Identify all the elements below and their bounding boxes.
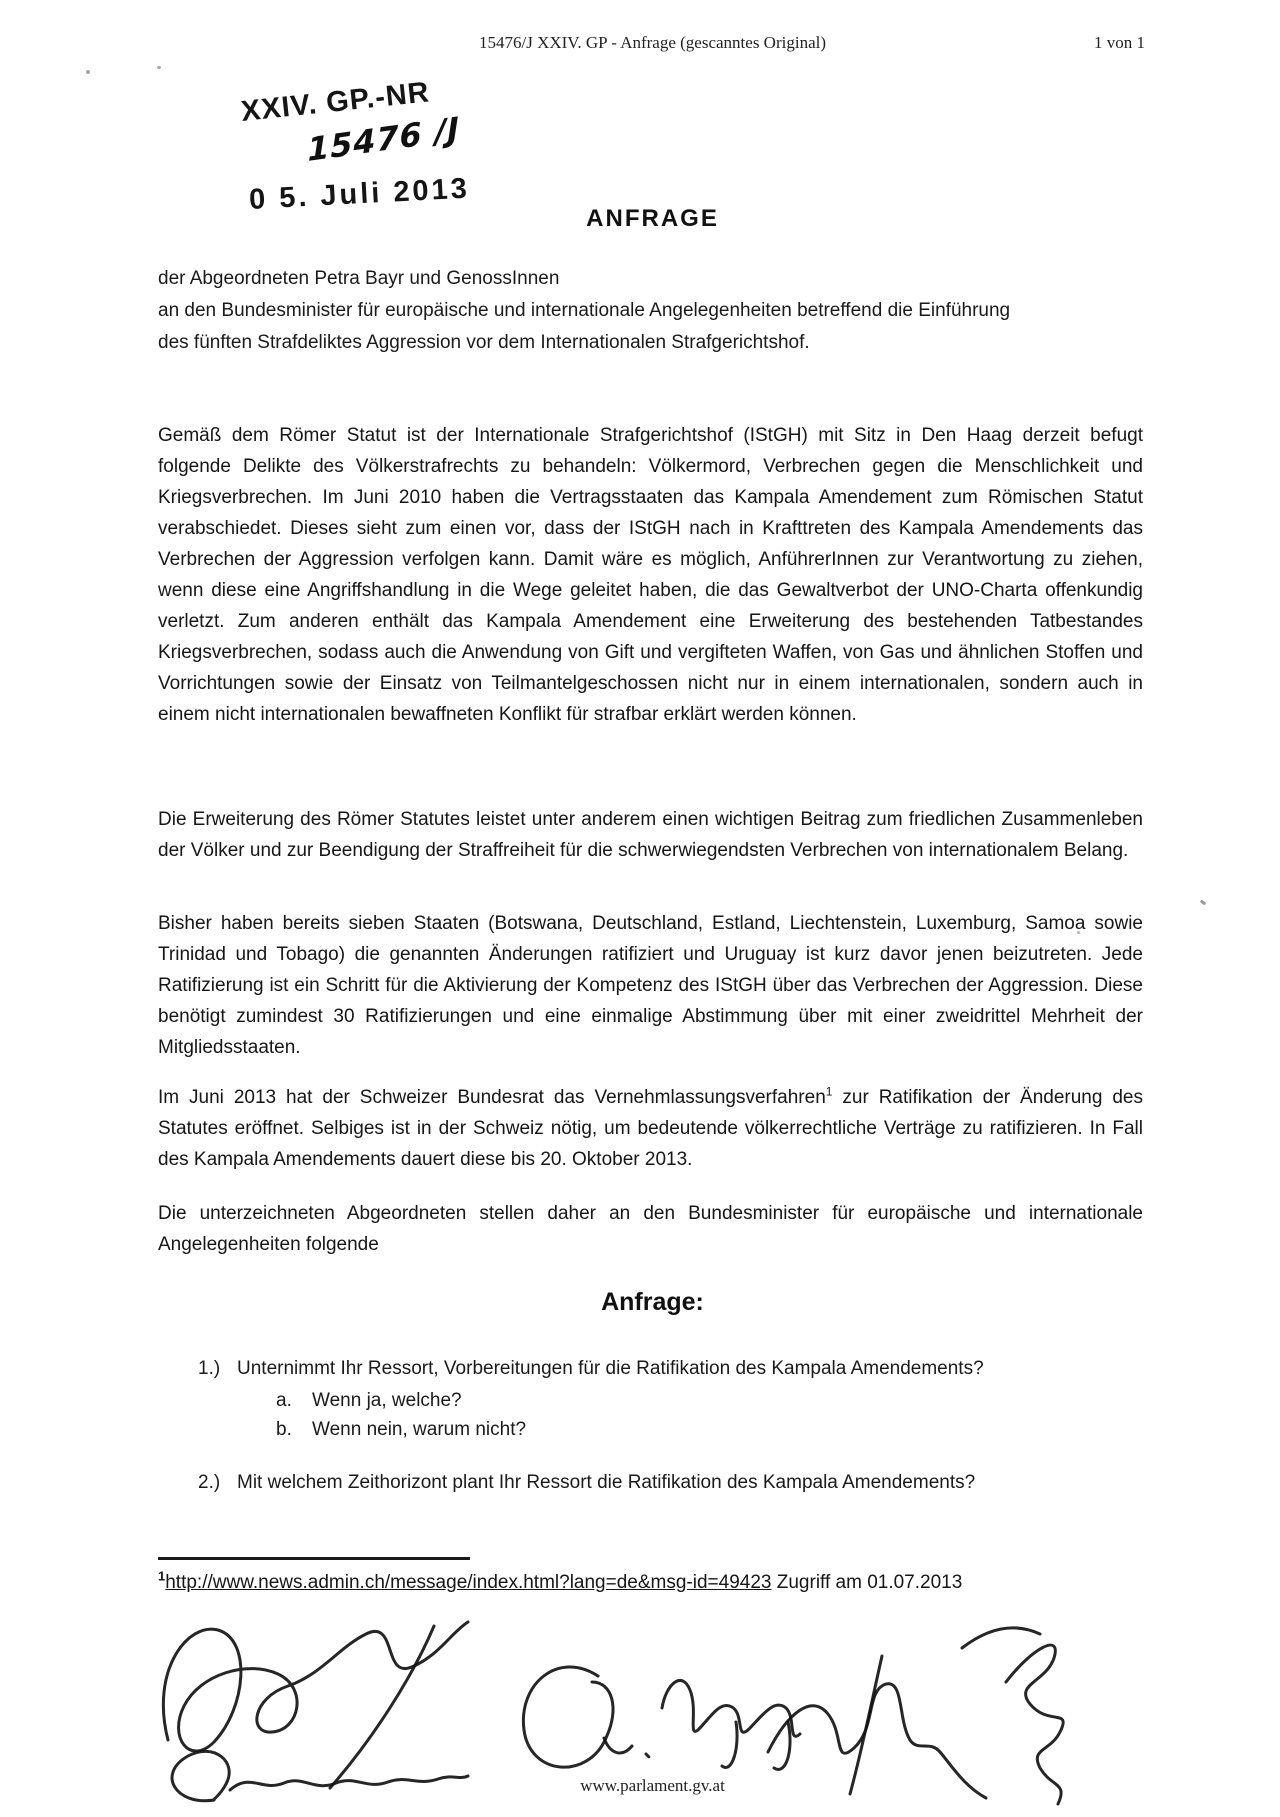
signature-stroke: [523, 1667, 613, 1767]
intro-line-3: des fünften Strafdeliktes Aggression vor dem Internationalen Strafgerichtshof.: [158, 332, 810, 353]
scan-artifact: [1077, 931, 1080, 934]
stamp-handwritten-number: 15476 /J: [306, 109, 461, 169]
sub-b-text: Wenn nein, warum nicht?: [312, 1419, 527, 1440]
question-1-number: 1.): [198, 1358, 221, 1379]
signature-stroke: [662, 1680, 800, 1736]
footnote-divider: [158, 1557, 470, 1560]
question-1-sub-b: [276, 1419, 1076, 1441]
intro-line-2: an den Bundesminister für europäische und internationale Angelegenheiten betreffend die Einführung: [158, 300, 1011, 321]
sub-a-text: Wenn ja, welche?: [312, 1390, 462, 1411]
document-title: ANFRAGE: [586, 205, 719, 232]
footer-url: www.parlament.gv.at: [580, 1776, 725, 1795]
stamp-gp-number-label: XXIV. GP.-NR: [239, 76, 432, 129]
anfrage-heading: Anfrage:: [601, 1288, 704, 1316]
scan-artifact: [157, 66, 161, 69]
question-2-text: Mit welchem Zeithorizont plant Ihr Ressort die Ratifikation des Kampala Amendements?: [237, 1472, 976, 1493]
sub-a-letter: a.: [276, 1390, 292, 1411]
signature-stroke: [850, 1656, 882, 1794]
footnote-access-date: Zugriff am 01.07.2013: [771, 1572, 963, 1593]
paragraph-4-text-after: zur Ratifikation der Änderung des Statutes eröffnet. Selbiges ist in der Schweiz nötig, um bedeutende völkerrechtliche Verträge zu ratifizieren. In Fall des Kampala Amendements dauert diese bis 20. Oktober 2013.: [158, 1087, 1143, 1170]
footnote-marker: 1: [158, 1568, 166, 1584]
question-2-number: 2.): [198, 1472, 221, 1493]
signature-stroke: [646, 1754, 649, 1757]
paragraph-5: Die unterzeichneten Abgeordneten stellen daher an den Bundesminister für europäische und internationale Angelegenheiten folgende: [158, 1203, 1143, 1255]
footnote-url: http://www.news.admin.ch/message/index.html?lang=de&msg-id=49423: [165, 1572, 772, 1593]
scan-artifact: [1200, 900, 1207, 906]
footnote-reference: 1: [825, 1084, 833, 1099]
paragraph-1: Gemäß dem Römer Statut ist der Internationale Strafgerichtshof (IStGH) mit Sitz in Den Haag derzeit befugt folgende Delikte des Völkerstrafrechts zu behandeln: Völkermord, Verbrechen gegen die Menschlichkeit und Kriegsverbrechen. Im Juni 2010 haben die Vertragsstaaten das Kampala Amendement zum Römischen Statut verabschiedet. Dieses sieht zum einen vor, dass der IStGH nach in Krafttreten des Kampala Amendements das Verbrechen der Aggression verfolgen kann. Damit wäre es möglich, AnführerInnen zur Verantwortung zu ziehen, wenn diese eine Angriffshandlung in die Wege geleitet haben, die das Gewaltverbot der UNO-Charta offenkundig verletzt. Zum anderen enthält das Kampala Amendement eine Erweiterung des bestehenden Tatbestandes Kriegsverbrechen, sodass auch die Anwendung von Gift und vergifteten Waffen, von Gas und ähnlichen Stoffen und Vorrichtungen sowie der Einsatz von Teilmantelgeschossen nicht nur in einem internationalen, sondern auch in einem nicht internationalen bewaffneten Konflikt für strafbar erklärt werden können.: [158, 425, 1143, 725]
question-1-text: Unternimmt Ihr Ressort, Vorbereitungen für die Ratifikation des Kampala Amendements?: [237, 1358, 984, 1379]
signature-stroke: [604, 1738, 632, 1753]
intro-line-1: der Abgeordneten Petra Bayr und GenossInnen: [158, 268, 560, 289]
question-1-sub-a: [276, 1390, 1076, 1412]
paragraph-4: [158, 1082, 1143, 1175]
question-2: [198, 1472, 1158, 1494]
signature-stroke: [774, 1722, 790, 1769]
footnote: [158, 1568, 1143, 1594]
paragraph-3: Bisher haben bereits sieben Staaten (Botswana, Deutschland, Estland, Liechtenstein, Luxemburg, Samoa sowie Trinidad und Tobago) die genannten Änderungen ratifiziert und Uruguay ist kurz davor jenen beizutreten. Jede Ratifizierung ist ein Schritt für die Aktivierung der Kompetenz des IStGH über das Verbrechen der Aggression. Diese benötigt zumindest 30 Ratifizierungen und eine einmalige Abstimmung über mit einer zweidrittel Mehrheit der Mitgliedsstaaten.: [158, 913, 1143, 1058]
signature-stroke: [163, 1622, 468, 1751]
paragraph-2: Die Erweiterung des Römer Statutes leistet unter anderem einen wichtigen Beitrag zum friedlichen Zusammenleben der Völker und zur Beendigung der Straffreiheit für die schwerwiegendsten Verbrechen von internationalem Belang.: [158, 809, 1143, 861]
signature-stroke: [722, 1722, 737, 1767]
scan-artifact: [86, 70, 90, 74]
paragraph-4-text: Im Juni 2013 hat der Schweizer Bundesrat das Vernehmlassungsverfahren: [158, 1087, 826, 1108]
signature-stroke: [962, 1628, 1040, 1648]
page-number: 1 von 1: [1094, 33, 1145, 52]
sub-b-letter: b.: [276, 1419, 292, 1440]
signature-stroke: [330, 1626, 434, 1788]
question-1: [198, 1358, 1158, 1380]
stamp-date: 0 5. Juli 2013: [248, 172, 471, 217]
document-header-title: 15476/J XXIV. GP - Anfrage (gescanntes Original): [478, 33, 826, 52]
